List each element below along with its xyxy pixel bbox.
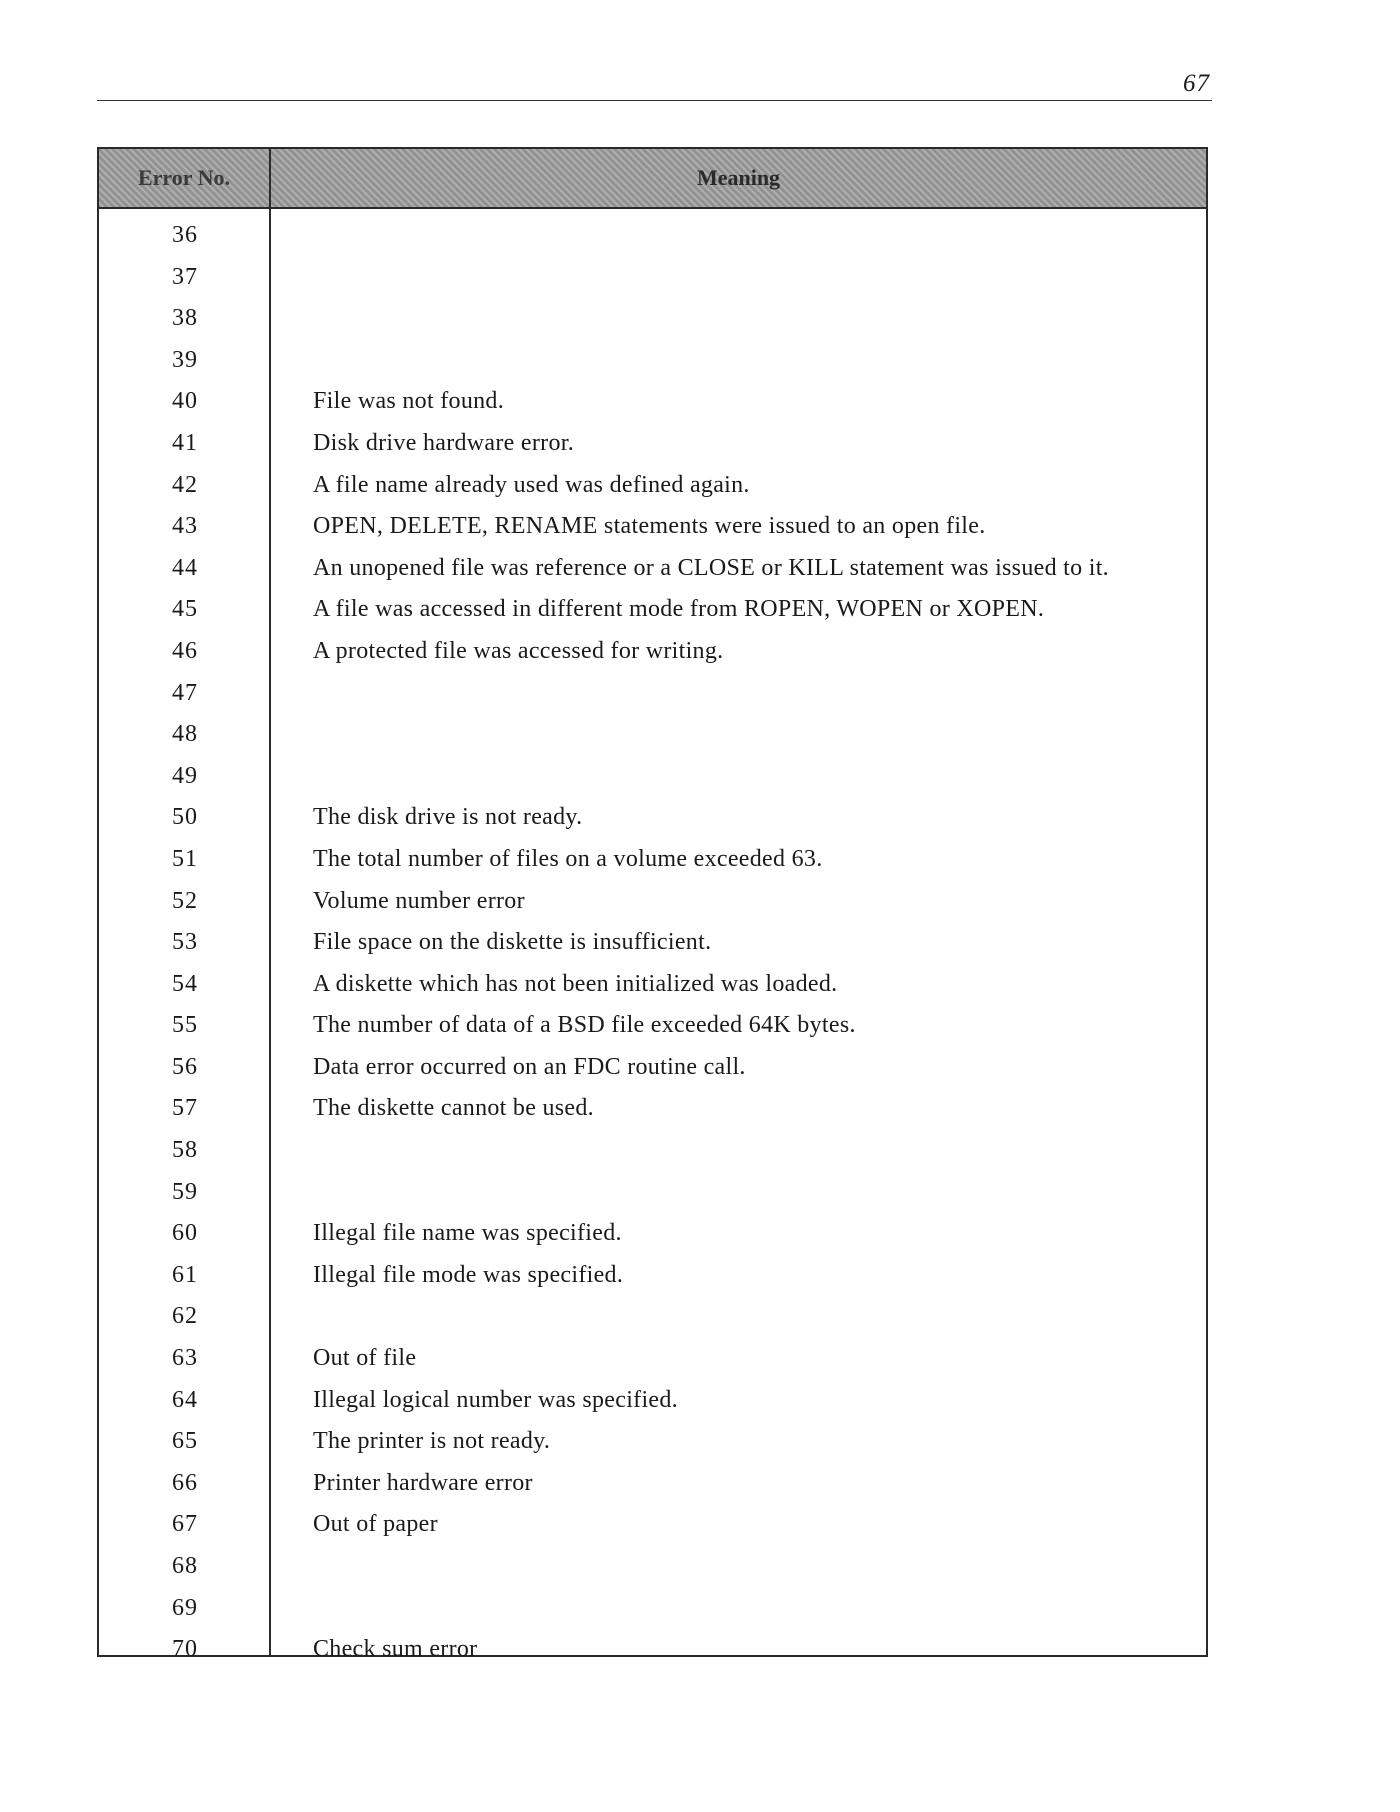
meaning-cell xyxy=(313,298,1196,340)
error-number-cell: 59 xyxy=(172,1178,198,1205)
meaning-cell: Illegal logical number was specified. xyxy=(313,1386,678,1413)
table-row xyxy=(99,1172,1206,1214)
table-row xyxy=(99,381,1206,423)
meaning-cell: Data error occurred on an FDC routine call. xyxy=(313,1053,746,1080)
table-row xyxy=(99,922,1206,964)
meaning-cell: Out of paper xyxy=(313,1511,438,1538)
table-row xyxy=(99,1005,1206,1047)
meaning-cell: Illegal file mode was specified. xyxy=(313,1261,624,1288)
error-number-cell: 48 xyxy=(172,721,198,748)
meaning-cell: The diskette cannot be used. xyxy=(313,1095,594,1122)
error-number-cell: 54 xyxy=(172,970,198,997)
table-row xyxy=(99,257,1206,299)
table-row xyxy=(99,1296,1206,1338)
table-row xyxy=(99,673,1206,715)
header-rule xyxy=(97,100,1212,101)
meaning-cell xyxy=(313,257,1196,299)
meaning-cell: A file name already used was defined again. xyxy=(313,471,750,498)
meaning-cell xyxy=(313,1296,1196,1338)
table-row xyxy=(99,465,1206,507)
error-code-table xyxy=(97,147,1208,1663)
meaning-cell: Illegal file name was specified. xyxy=(313,1220,622,1247)
error-number-cell: 66 xyxy=(172,1469,198,1496)
error-number-cell: 39 xyxy=(172,346,198,373)
error-number-cell: 51 xyxy=(172,845,198,872)
meaning-cell xyxy=(313,1588,1196,1630)
error-number-cell: 70 xyxy=(172,1636,198,1663)
table-row xyxy=(99,548,1206,590)
table-row xyxy=(99,1463,1206,1505)
meaning-cell xyxy=(313,1546,1196,1588)
error-number-cell: 63 xyxy=(172,1345,198,1372)
error-number-cell: 61 xyxy=(172,1261,198,1288)
meaning-cell: The disk drive is not ready. xyxy=(313,804,583,831)
meaning-cell: An unopened file was reference or a CLOSE or KILL statement was issued to it. xyxy=(313,554,1109,581)
meaning-cell: A diskette which has not been initialized was loaded. xyxy=(313,970,838,997)
meaning-cell xyxy=(313,714,1196,756)
meaning-cell xyxy=(313,756,1196,798)
meaning-cell xyxy=(313,340,1196,382)
table-row xyxy=(99,756,1206,798)
table-row xyxy=(99,839,1206,881)
meaning-cell: Check sum error xyxy=(313,1636,478,1663)
meaning-cell: Out of file xyxy=(313,1345,417,1372)
meaning-cell xyxy=(313,673,1196,715)
table-row xyxy=(99,298,1206,340)
error-number-cell: 50 xyxy=(172,804,198,831)
header-meaning: Meaning xyxy=(696,165,781,190)
table-body xyxy=(99,215,1206,1671)
error-number-cell: 55 xyxy=(172,1012,198,1039)
table-row xyxy=(99,1380,1206,1422)
error-number-cell: 43 xyxy=(172,513,198,540)
error-number-cell: 37 xyxy=(172,263,198,290)
meaning-cell: The printer is not ready. xyxy=(313,1428,551,1455)
error-number-cell: 42 xyxy=(172,471,198,498)
error-number-cell: 64 xyxy=(172,1386,198,1413)
table-row xyxy=(99,964,1206,1006)
table-row xyxy=(99,1255,1206,1297)
meaning-cell: OPEN, DELETE, RENAME statements were issued to an open file. xyxy=(313,513,986,540)
table-row xyxy=(99,797,1206,839)
table-row xyxy=(99,340,1206,382)
meaning-cell: A file was accessed in different mode from ROPEN, WOPEN or XOPEN. xyxy=(313,596,1045,623)
error-number-cell: 38 xyxy=(172,305,198,332)
table-row xyxy=(99,1088,1206,1130)
meaning-cell: A protected file was accessed for writing. xyxy=(313,637,724,664)
error-number-cell: 56 xyxy=(172,1053,198,1080)
meaning-cell xyxy=(313,1130,1196,1172)
table-row xyxy=(99,1421,1206,1463)
error-number-cell: 44 xyxy=(172,554,198,581)
meaning-cell: Printer hardware error xyxy=(313,1469,533,1496)
error-number-cell: 41 xyxy=(172,429,198,456)
table-row xyxy=(99,881,1206,923)
error-number-cell: 45 xyxy=(172,596,198,623)
error-number-cell: 62 xyxy=(172,1303,198,1330)
header-error-no: Error No. xyxy=(137,165,231,190)
error-number-cell: 40 xyxy=(172,388,198,415)
error-number-cell: 69 xyxy=(172,1594,198,1621)
table-row xyxy=(99,215,1206,257)
meaning-cell xyxy=(313,215,1196,257)
meaning-cell xyxy=(313,1172,1196,1214)
error-number-cell: 57 xyxy=(172,1095,198,1122)
table-row xyxy=(99,1130,1206,1172)
table-row xyxy=(99,1629,1206,1671)
error-number-cell: 58 xyxy=(172,1137,198,1164)
table-row xyxy=(99,1047,1206,1089)
table-header xyxy=(99,149,1206,209)
error-number-cell: 36 xyxy=(172,222,198,248)
error-number-cell: 67 xyxy=(172,1511,198,1538)
table-row xyxy=(99,1546,1206,1588)
error-number-cell: 47 xyxy=(172,679,198,706)
meaning-cell: Volume number error xyxy=(313,887,525,914)
meaning-cell: The total number of files on a volume exceeded 63. xyxy=(313,845,823,872)
table-row xyxy=(99,1338,1206,1380)
meaning-cell: Disk drive hardware error. xyxy=(313,429,575,456)
meaning-cell: File was not found. xyxy=(313,388,505,415)
meaning-cell: File space on the diskette is insufficient. xyxy=(313,929,712,956)
table-row xyxy=(99,1213,1206,1255)
page-number: 67 xyxy=(1183,70,1210,97)
meaning-cell: The number of data of a BSD file exceeded 64K bytes. xyxy=(313,1012,856,1039)
error-number-cell: 52 xyxy=(172,887,198,914)
table-row xyxy=(99,714,1206,756)
error-number-cell: 60 xyxy=(172,1220,198,1247)
error-number-cell: 46 xyxy=(172,637,198,664)
error-number-cell: 68 xyxy=(172,1553,198,1579)
error-number-cell: 65 xyxy=(172,1428,198,1455)
error-number-cell: 53 xyxy=(172,929,198,956)
table-row xyxy=(99,631,1206,673)
table-row xyxy=(99,423,1206,465)
table-row xyxy=(99,1588,1206,1630)
table-row xyxy=(99,1504,1206,1546)
table-row xyxy=(99,506,1206,548)
error-number-cell: 49 xyxy=(172,762,198,789)
table-row xyxy=(99,589,1206,631)
